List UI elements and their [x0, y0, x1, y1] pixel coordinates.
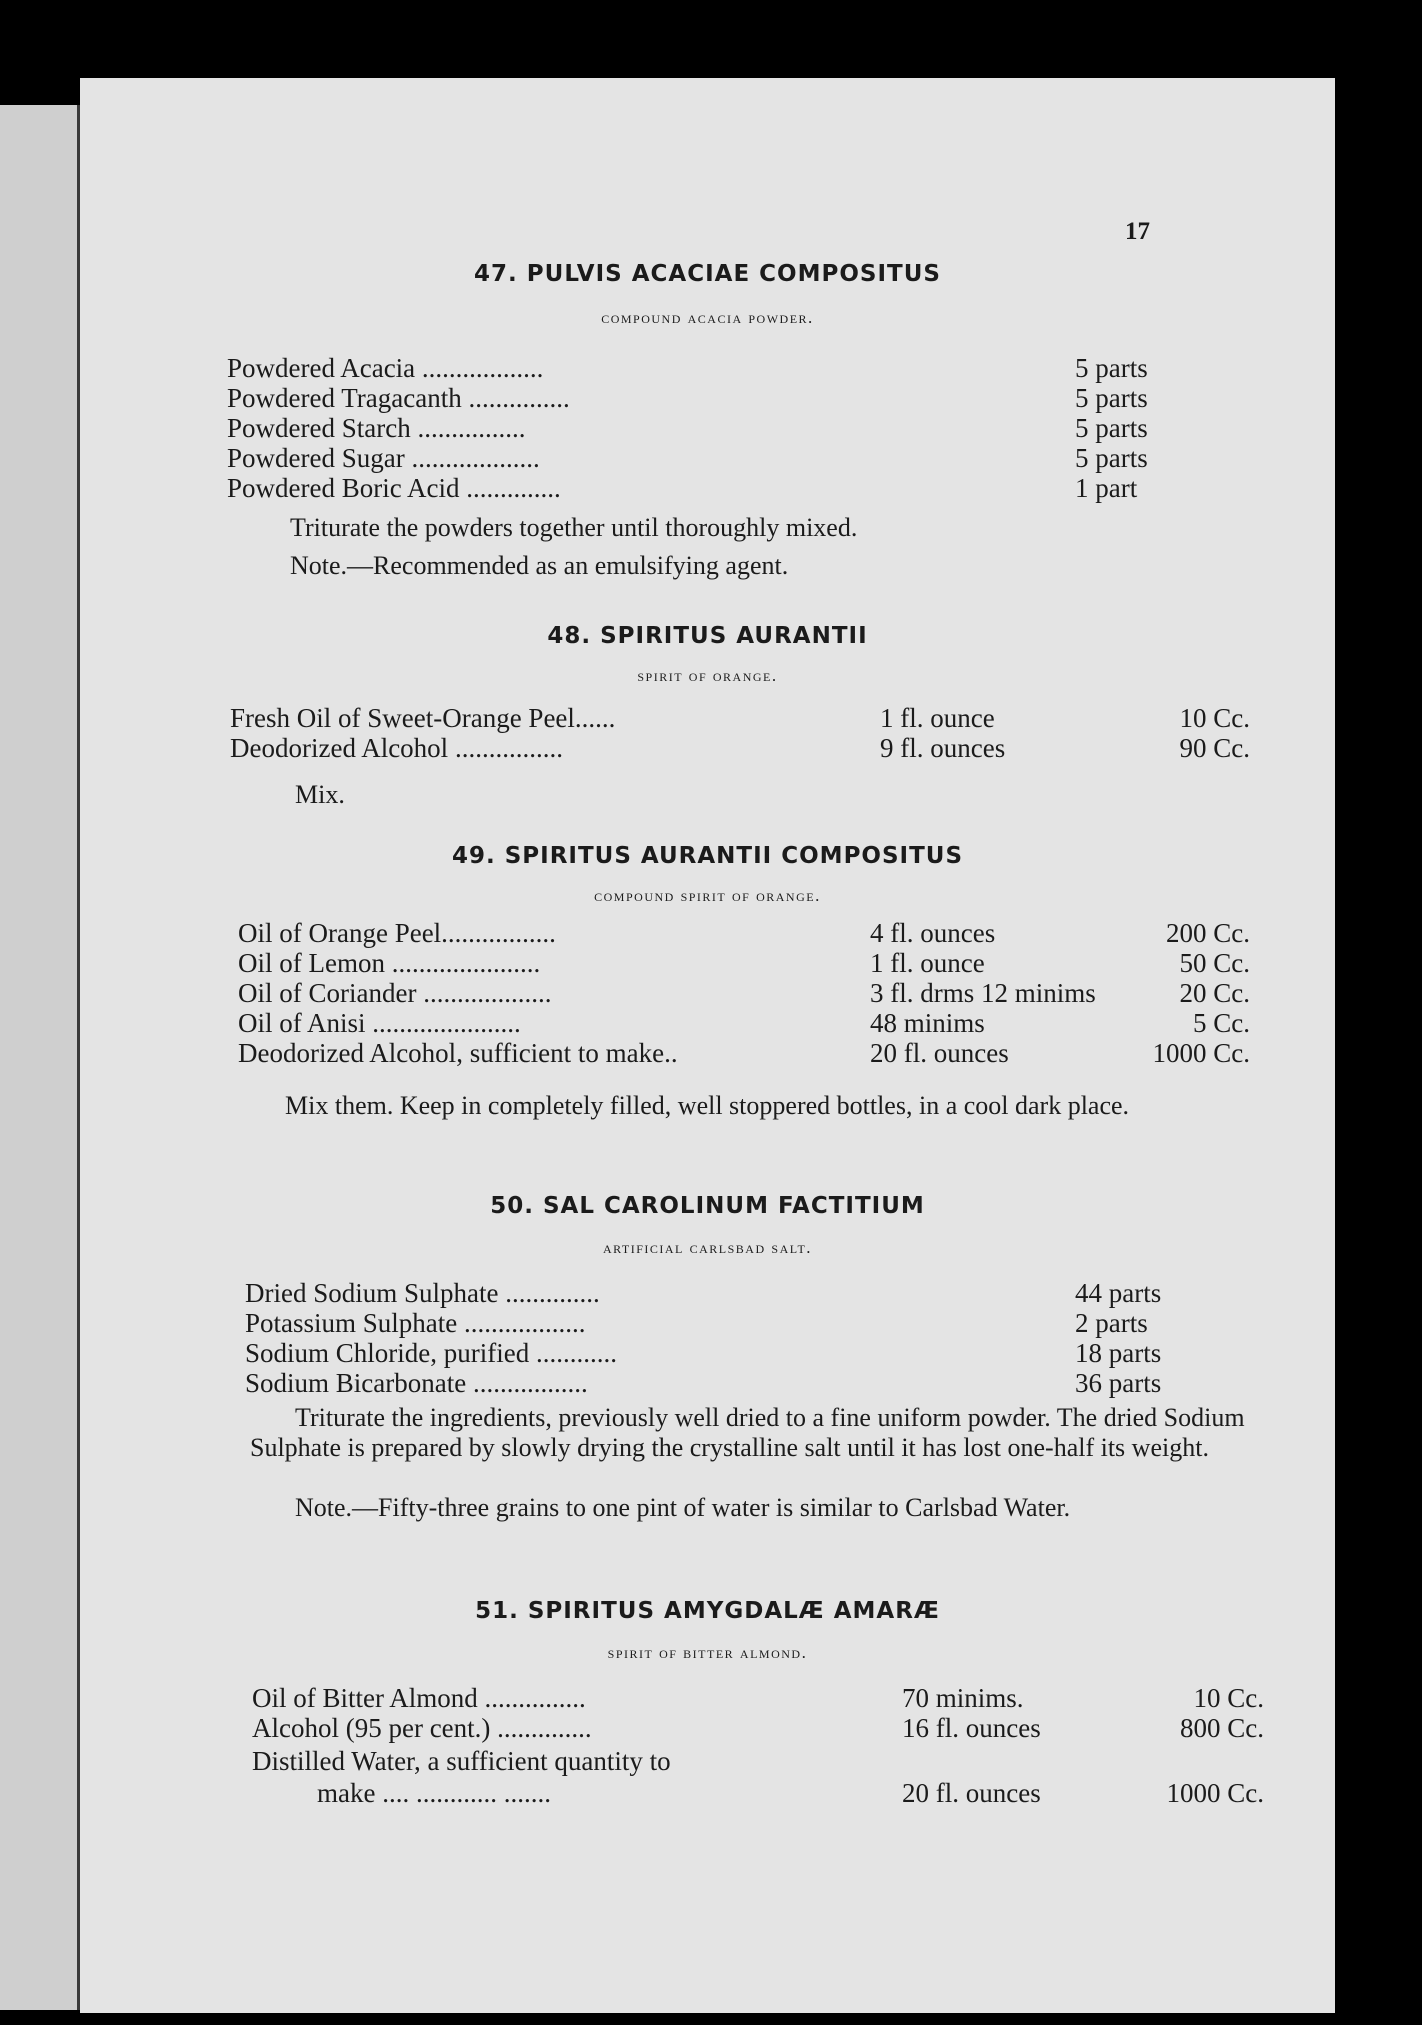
ingredient-name: Oil of Bitter Almond ............... — [252, 1683, 586, 1713]
section-50-title: 50. SAL CAROLINUM FACTITIUM — [490, 1193, 925, 1219]
ingredient-name: make .... ............ ....... — [317, 1778, 551, 1808]
ingredient-qty: 5 parts — [1075, 353, 1148, 383]
ingredient-row — [245, 1368, 1205, 1400]
page-number: 17 — [1125, 218, 1150, 245]
ingredient-metric: 90 Cc. — [1179, 733, 1250, 763]
ingredient-name: Powdered Sugar ................... — [227, 443, 540, 473]
ingredient-name: Powdered Boric Acid .............. — [227, 473, 561, 503]
ingredient-row — [227, 383, 1187, 415]
ingredient-row — [245, 1278, 1205, 1310]
directions-text: Triturate the powders together until thoroughly mixed. — [290, 513, 858, 542]
ingredient-row — [238, 1008, 1250, 1040]
ingredient-qty: 20 fl. ounces — [902, 1778, 1041, 1808]
ingredient-qty: 3 fl. drms 12 minims — [870, 978, 1096, 1008]
ingredient-metric: 50 Cc. — [1179, 948, 1250, 978]
ingredient-name: Dried Sodium Sulphate .............. — [245, 1278, 600, 1308]
directions-text: Mix. — [295, 780, 345, 809]
ingredient-qty: 16 fl. ounces — [902, 1713, 1041, 1743]
ingredient-metric: 800 Cc. — [1180, 1713, 1264, 1743]
section-47-subtitle: compound acacia powder. — [601, 308, 814, 327]
ingredient-qty: 1 fl. ounce — [880, 703, 995, 733]
ingredient-row — [252, 1778, 1264, 1810]
ingredient-row — [238, 1038, 1250, 1070]
ingredient-qty: 5 parts — [1075, 443, 1148, 473]
ingredient-row — [230, 703, 1250, 735]
ingredient-qty: 4 fl. ounces — [870, 918, 996, 948]
section-47-title: 47. PULVIS ACACIAE COMPOSITUS — [474, 261, 941, 287]
ingredient-row — [227, 473, 1187, 505]
ingredient-metric: 200 Cc. — [1166, 918, 1250, 948]
book-page — [80, 78, 1335, 2013]
ingredient-metric: 5 Cc. — [1193, 1008, 1250, 1038]
ingredient-name: Fresh Oil of Sweet-Orange Peel...... — [230, 703, 616, 733]
adjacent-page-edge — [0, 105, 80, 2010]
note-text: Note.—Fifty-three grains to one pint of water is similar to Carlsbad Water. — [295, 1493, 1071, 1522]
ingredient-name: Oil of Anisi ...................... — [238, 1008, 521, 1038]
ingredient-qty: 5 parts — [1075, 413, 1148, 443]
ingredient-name: Powdered Acacia .................. — [227, 353, 544, 383]
ingredient-row — [227, 353, 1187, 385]
ingredient-row — [227, 443, 1187, 475]
ingredient-qty: 9 fl. ounces — [880, 733, 1006, 763]
ingredient-name: Deodorized Alcohol ................ — [230, 733, 563, 763]
ingredient-name: Oil of Orange Peel................. — [238, 918, 556, 948]
ingredient-name: Powdered Tragacanth ............... — [227, 383, 570, 413]
directions-text: Mix them. Keep in completely filled, well stoppered bottles, in a cool dark place. — [285, 1091, 1130, 1120]
ingredient-row — [252, 1746, 1264, 1778]
ingredient-name: Powdered Starch ................ — [227, 413, 526, 443]
ingredient-row — [245, 1308, 1205, 1340]
section-48-subtitle: spirit of orange. — [637, 666, 778, 685]
section-51-title: 51. SPIRITUS AMYGDALÆ AMARÆ — [475, 1598, 940, 1624]
ingredient-qty: 20 fl. ounces — [870, 1038, 1009, 1068]
ingredient-row — [238, 948, 1250, 980]
ingredient-name: Distilled Water, a sufficient quantity to — [252, 1746, 671, 1776]
section-49-title: 49. SPIRITUS AURANTII COMPOSITUS — [451, 843, 964, 869]
section-49-subtitle: compound spirit of orange. — [594, 886, 821, 905]
ingredient-qty: 36 parts — [1075, 1368, 1162, 1398]
ingredient-qty: 18 parts — [1075, 1338, 1162, 1368]
ingredient-row — [252, 1683, 1264, 1715]
ingredient-row — [227, 413, 1187, 445]
ingredient-metric: 10 Cc. — [1193, 1683, 1264, 1713]
ingredient-row — [238, 978, 1250, 1010]
ingredient-metric: 20 Cc. — [1179, 978, 1250, 1008]
ingredient-qty: 70 minims. — [902, 1683, 1024, 1713]
section-51-subtitle: spirit of bitter almond. — [607, 1643, 808, 1662]
ingredient-name: Potassium Sulphate .................. — [245, 1308, 586, 1338]
ingredient-qty: 5 parts — [1075, 383, 1148, 413]
ingredient-metric: 1000 Cc. — [1152, 1038, 1250, 1068]
ingredient-name: Deodorized Alcohol, sufficient to make.. — [238, 1038, 678, 1068]
ingredient-qty: 1 part — [1075, 473, 1138, 503]
ingredient-qty: 2 parts — [1075, 1308, 1148, 1338]
ingredient-name: Alcohol (95 per cent.) .............. — [252, 1713, 592, 1743]
ingredient-row — [238, 918, 1250, 950]
ingredient-qty: 44 parts — [1075, 1278, 1162, 1308]
ingredient-qty: 1 fl. ounce — [870, 948, 985, 978]
section-50-subtitle: artificial carlsbad salt. — [602, 1238, 813, 1257]
section-48-title: 48. SPIRITUS AURANTII — [547, 623, 868, 649]
ingredient-row — [245, 1338, 1205, 1370]
ingredient-name: Oil of Lemon ...................... — [238, 948, 541, 978]
ingredient-name: Oil of Coriander ................... — [238, 978, 552, 1008]
ingredient-row — [252, 1713, 1264, 1745]
ingredient-name: Sodium Chloride, purified ............ — [245, 1338, 617, 1368]
note-text: Note.—Recommended as an emulsifying agent. — [290, 551, 789, 580]
ingredient-metric: 10 Cc. — [1179, 703, 1250, 733]
ingredient-metric: 1000 Cc. — [1166, 1778, 1264, 1808]
ingredient-name: Sodium Bicarbonate ................. — [245, 1368, 588, 1398]
ingredient-row — [230, 733, 1250, 765]
ingredient-qty: 48 minims — [870, 1008, 985, 1038]
directions-text: Triturate the ingredients, previously well dried to a fine uniform powder. The dried Sodium Sulphate is prepared by slowly drying the crystalline salt until it has lost one-half its weight. — [250, 1403, 1245, 1462]
